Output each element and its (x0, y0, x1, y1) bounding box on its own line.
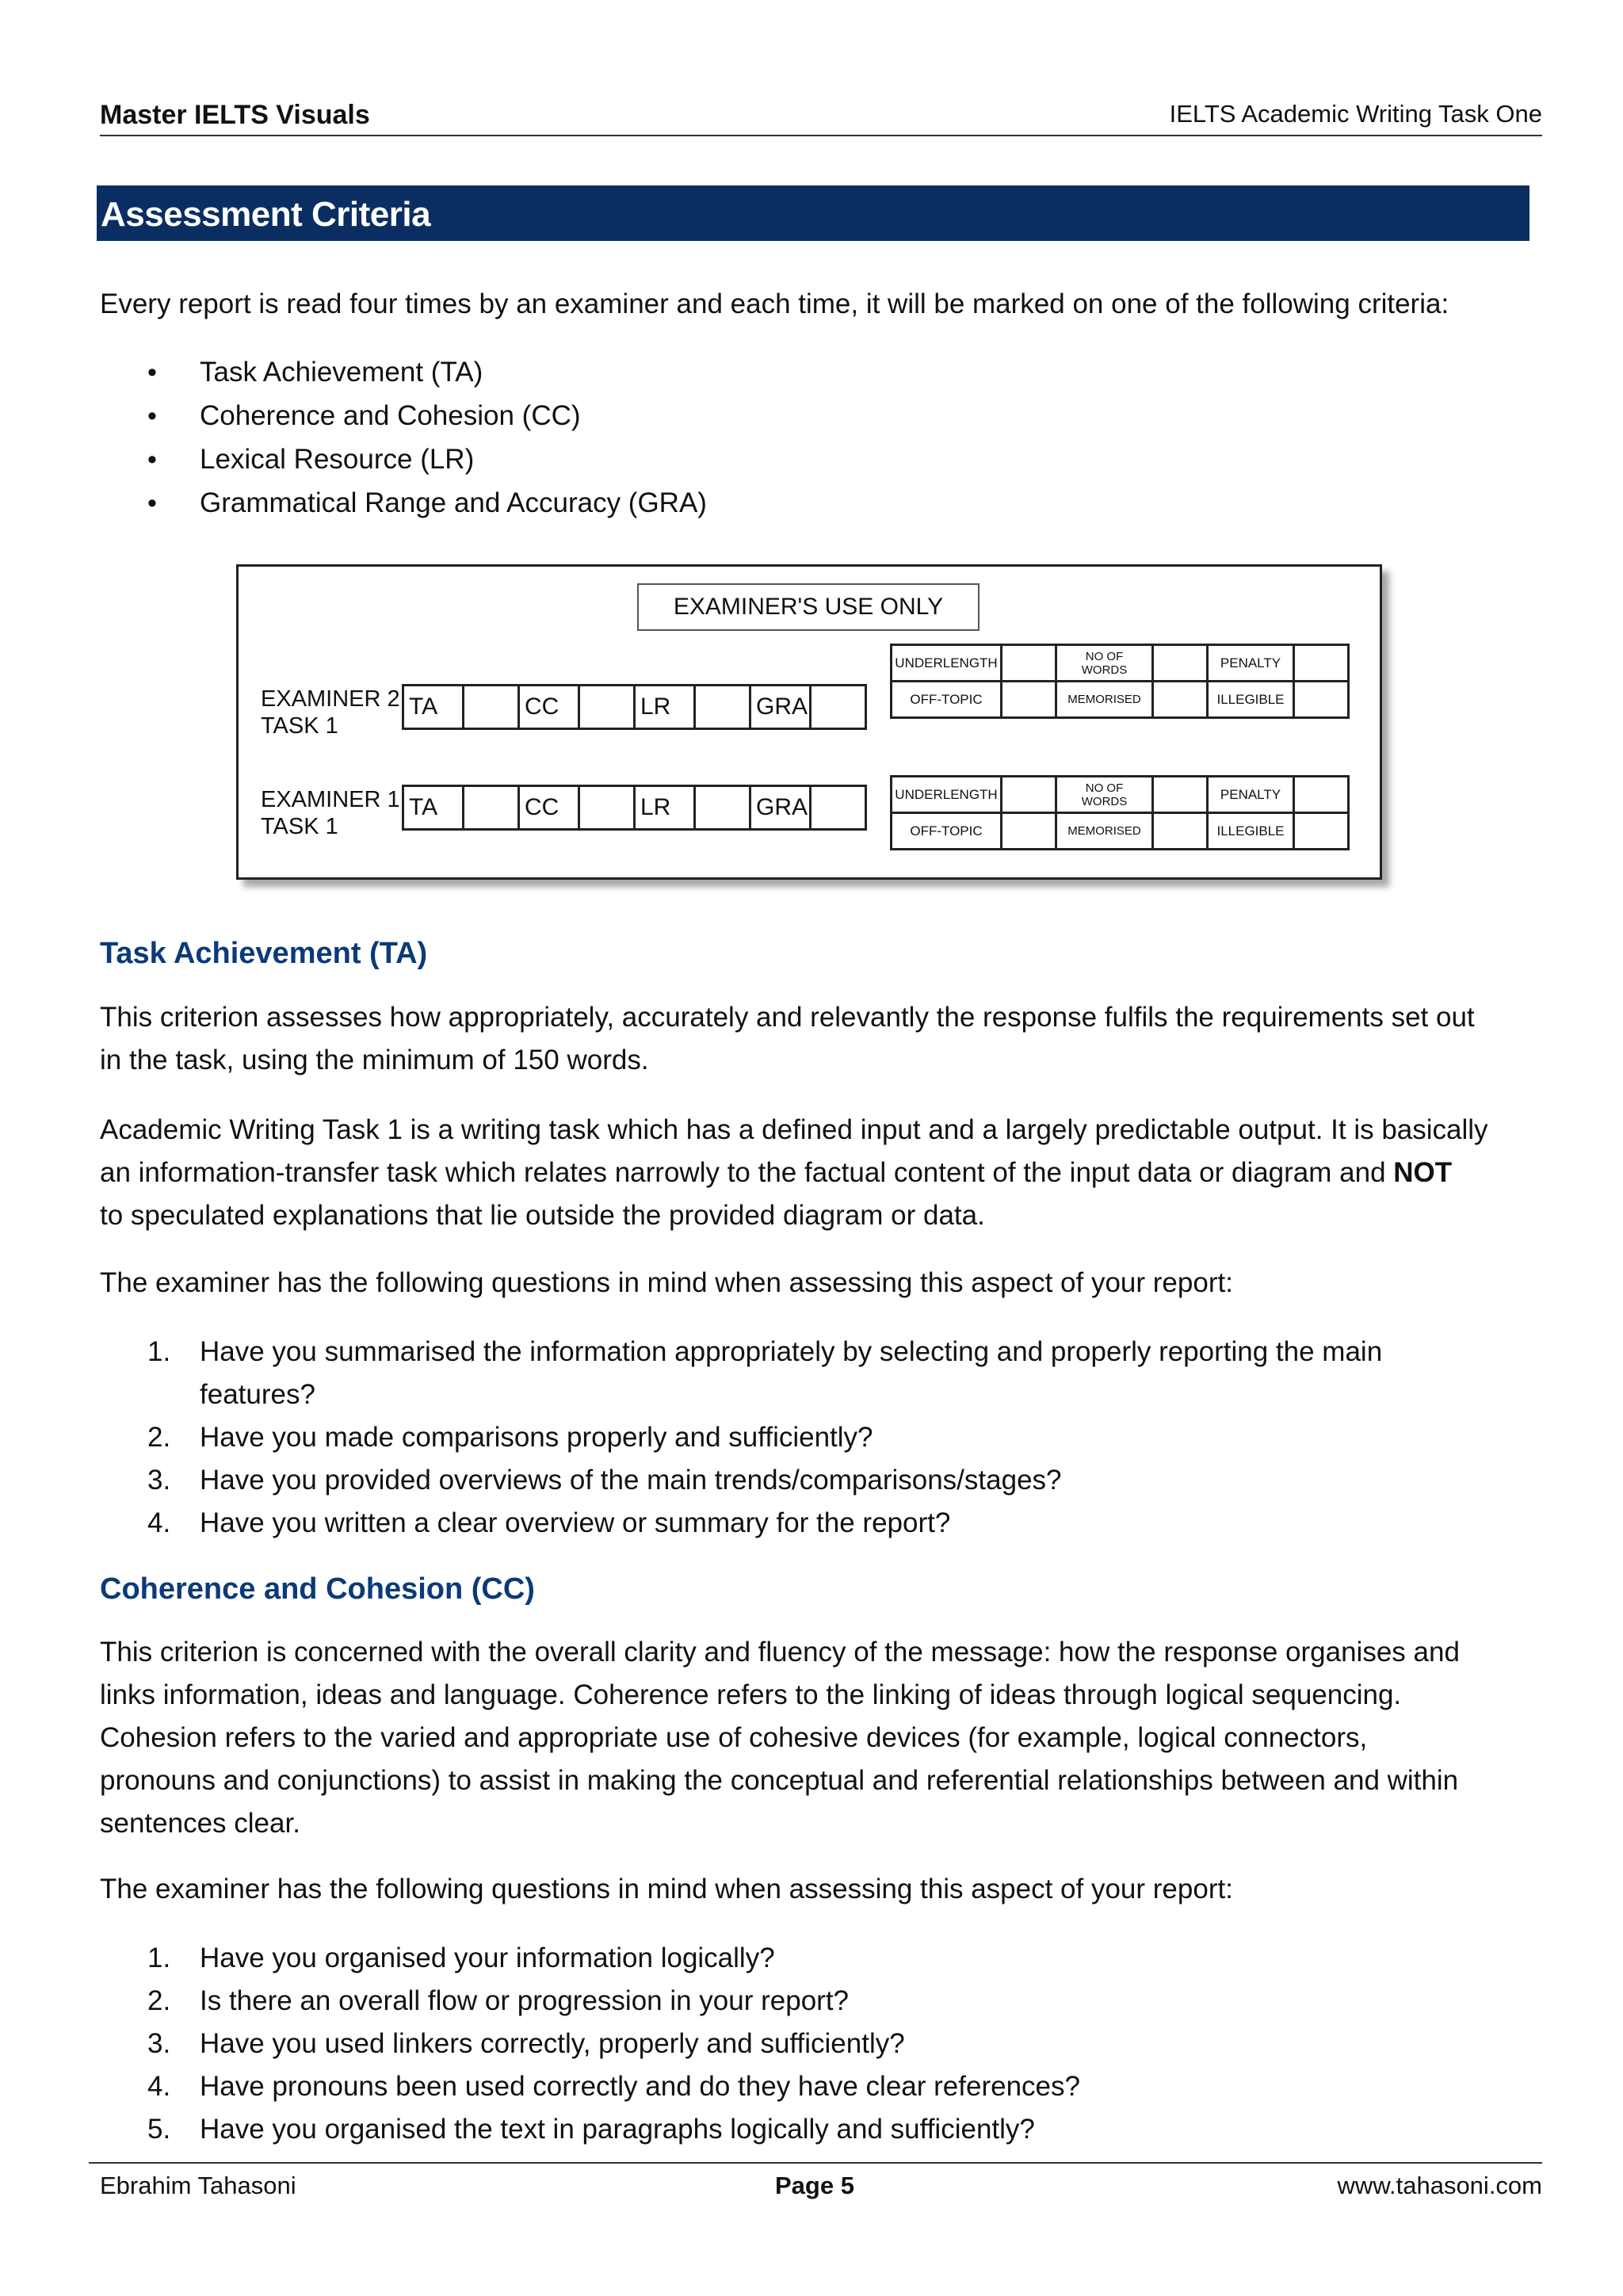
ta-score-box (464, 786, 519, 830)
lr-score-box (695, 786, 750, 830)
document-page: Master IELTS Visuals IELTS Academic Writing Task One Assessment Criteria Every report is read four times by an examiner and each time, it will be marked on one of the following criteria: • Task Achievement (TA) • Coherence and Cohesion (CC) • Lexical Resource (LR) • Grammatical Range and Accuracy (GRA) EXAMINER'S USE ONLY EXAMINER 2 TASK 1 TA CC LR GRA UNDERLENGTH NO OF WORDS PENALTY OFF-TOPIC MEMORISED ILLEGIBLE EXAMINER 1 TASK 1 TA CC LR GRA UNDERLENGTH NO OF WORDS PENALTY OFF-TOPIC MEMORISED ILLEGIBLE Task Achievement (TA) This criterion assesses how appropriately, accurately and relevantly the response fulfils the requirements set out in the task, using the minimum of 150 words. Academic Writing Task 1 is a writing task which has a defined input and a largely predictable output. It is basically an information-transfer task which relates narrowly to the factual content of the input data or diagram and NOT to speculated explanations that lie outside the provided diagram or data. The examiner has the following questions in mind when assessing this aspect of your report: 1. Have you summarised the information appropriately by selecting and properly reporting the main features? 2. Have you made comparisons properly and sufficiently? 3. Have you provided overviews of the main trends/comparisons/stages? 4. Have you written a clear overview or summary for the report? Coherence and Cohesion (CC) This criterion is concerned with the overall clarity and fluency of the message: how the response organises and links information, ideas and language. Coherence refers to the linking of ideas through logical sequencing. Cohesion refers to the varied and appropriate use of cohesive devices (for example, logical connectors, pronouns and conjunctions) to assist in making the conceptual and referential relationships between and within sentences clear. The examiner has the following questions in mind when assessing this aspect of your report: 1. Have you organised your information logically? 2. Is there an overall flow or progression in your report? 3. Have you used linkers correctly, properly and sufficiently? 4. Have pronouns been used correctly and do they have clear references? 5. Have you organised the text in paragraphs logically and sufficiently? Ebrahim Tahasoni Page 5 www.tahasoni.com (0, 0, 1623, 2296)
off-topic-box (1002, 813, 1056, 850)
underlength-label: UNDERLENGTH (892, 645, 1002, 682)
bullet-icon: • (147, 357, 157, 388)
off-topic-box (1002, 682, 1056, 718)
ta-paragraph-1: This criterion assesses how appropriately, accurately and relevantly the response fulfils the requirements set out in the task, using the minimum of 150 words. (100, 1002, 1475, 1075)
header-book-title: Master IELTS Visuals (100, 100, 370, 130)
ta-cell-label: TA (403, 686, 464, 729)
illegible-box (1294, 682, 1349, 718)
underlength-label: UNDERLENGTH (892, 777, 1002, 813)
penalty-box (1294, 777, 1349, 813)
criteria-list-item: • Coherence and Cohesion (CC) (147, 394, 581, 438)
footer-page-number: Page 5 (775, 2172, 854, 2199)
cc-cell-label: CC (519, 786, 579, 830)
gra-cell-label: GRA (750, 686, 811, 729)
lr-score-box (695, 686, 750, 729)
bullet-icon: • (147, 445, 157, 475)
examiner-1-label: EXAMINER 1 TASK 1 (261, 787, 400, 839)
header-chapter-title: IELTS Academic Writing Task One (1169, 100, 1542, 128)
ta-cell-label: TA (403, 786, 464, 830)
illegible-label: ILLEGIBLE (1208, 813, 1294, 850)
cc-questions-intro: The examiner has the following questions in mind when assessing this aspect of your report: (100, 1874, 1233, 1904)
memorised-label: MEMORISED (1056, 813, 1153, 850)
memorised-label: MEMORISED (1056, 682, 1153, 718)
off-topic-label: OFF-TOPIC (892, 813, 1002, 850)
off-topic-label: OFF-TOPIC (892, 682, 1002, 718)
intro-paragraph: Every report is read four times by an examiner and each time, it will be marked on one of the following criteria: (100, 288, 1449, 319)
section-title: Assessment Criteria (101, 195, 431, 234)
illegible-label: ILLEGIBLE (1208, 682, 1294, 718)
criteria-list-item: • Task Achievement (TA) (147, 350, 483, 395)
ta-paragraph-2: Academic Writing Task 1 is a writing task which has a defined input and a largely predictable output. It is basically an information-transfer task which relates narrowly to the factual content of the input data or diagram and NOT to speculated explanations that lie outside the provided diagram or data. (100, 1114, 1488, 1231)
no-of-words-label: NO OF WORDS (1056, 777, 1153, 813)
examiner-2-label: EXAMINER 2 TASK 1 (261, 686, 400, 739)
examiner-2-score-cells (402, 684, 867, 730)
page-footer (89, 2162, 1542, 2203)
criteria-list-item: • Grammatical Range and Accuracy (GRA) (147, 481, 707, 525)
examiner-use-form (236, 564, 1382, 880)
footer-author: Ebrahim Tahasoni (100, 2172, 296, 2199)
cc-score-box (579, 786, 635, 830)
lr-cell-label: LR (635, 686, 695, 729)
memorised-box (1153, 813, 1208, 850)
ta-score-box (464, 686, 519, 729)
footer-website: www.tahasoni.com (1337, 2172, 1542, 2199)
penalty-label: PENALTY (1208, 777, 1294, 813)
penalty-label: PENALTY (1208, 645, 1294, 682)
underlength-box (1002, 645, 1056, 682)
cc-score-box (579, 686, 635, 729)
emphasis-not: NOT (1393, 1157, 1453, 1188)
gra-cell-label: GRA (750, 786, 811, 830)
examiner-1-flags-table (890, 775, 1350, 850)
examiner-1-score-cells (402, 785, 867, 831)
examiners-use-only-label: EXAMINER'S USE ONLY (637, 583, 980, 631)
cc-cell-label: CC (519, 686, 579, 729)
examiner-2-flags-table (890, 644, 1350, 719)
cc-paragraph-1: This criterion is concerned with the overall clarity and fluency of the message: how the response organises and links information, ideas and language. Coherence refers to the linking of ideas through logical sequencing. Cohesion refers to the varied and appropriate use of cohesive devices (for example, logical connectors, pronouns and conjunctions) to assist in making the conceptual and referential relationships between and within sentences clear. (100, 1637, 1460, 1839)
gra-score-box (811, 686, 866, 729)
illegible-box (1294, 813, 1349, 850)
underlength-box (1002, 777, 1056, 813)
no-of-words-box (1153, 645, 1208, 682)
bullet-icon: • (147, 401, 157, 431)
lr-cell-label: LR (635, 786, 695, 830)
memorised-box (1153, 682, 1208, 718)
section-banner (97, 185, 1529, 241)
no-of-words-box (1153, 777, 1208, 813)
ta-questions-intro: The examiner has the following questions in mind when assessing this aspect of your report: (100, 1267, 1233, 1298)
no-of-words-label: NO OF WORDS (1056, 645, 1153, 682)
page-header (100, 92, 1542, 136)
gra-score-box (811, 786, 866, 830)
ta-heading: Task Achievement (TA) (100, 937, 428, 970)
penalty-box (1294, 645, 1349, 682)
cc-heading: Coherence and Cohesion (CC) (100, 1572, 535, 1606)
bullet-icon: • (147, 488, 157, 518)
criteria-list-item: • Lexical Resource (LR) (147, 437, 474, 482)
